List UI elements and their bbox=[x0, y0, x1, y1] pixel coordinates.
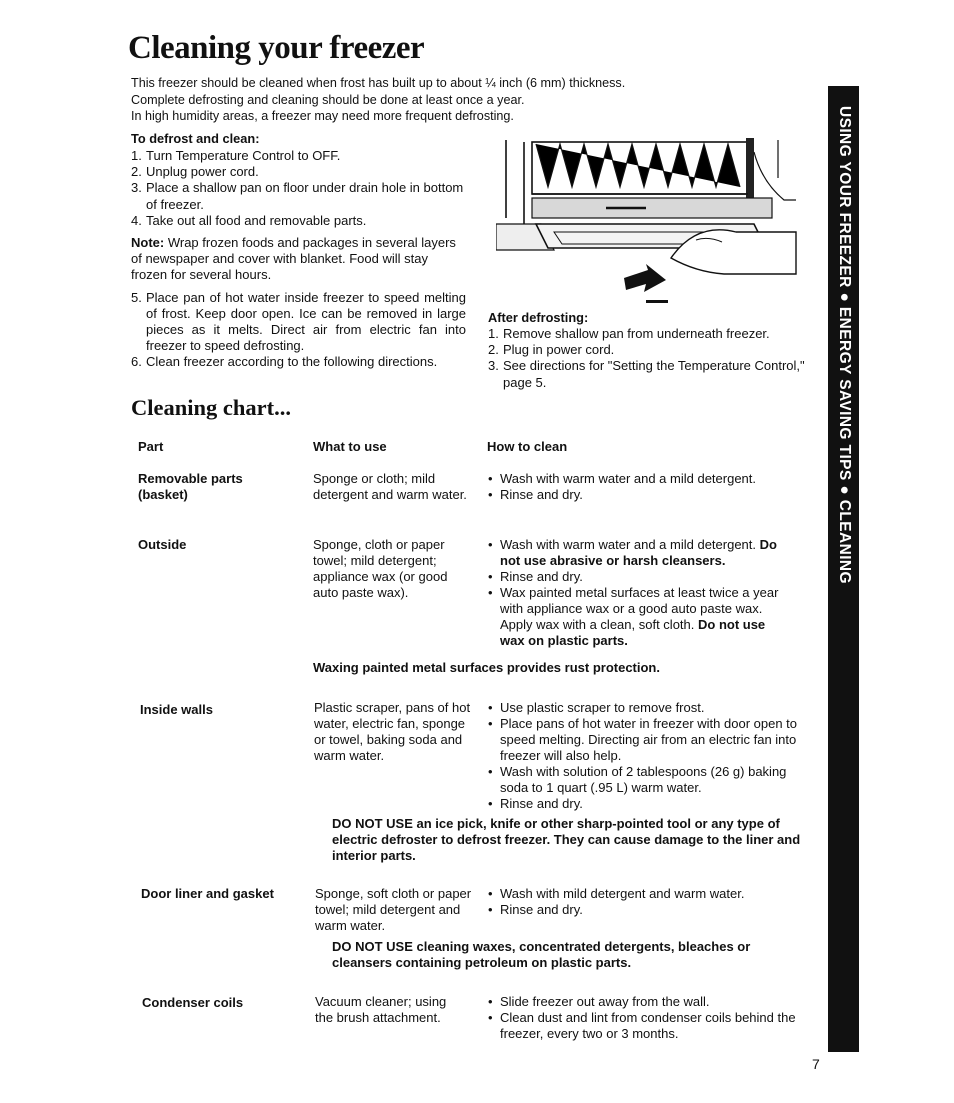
row-how bbox=[488, 994, 808, 1042]
row-how bbox=[488, 886, 808, 918]
after-section bbox=[488, 310, 828, 391]
step-number: 3. bbox=[488, 358, 499, 374]
after-step bbox=[488, 326, 828, 342]
step-number: 6. bbox=[131, 354, 142, 370]
row-what: Sponge, cloth or paper towel; mild detergent; appliance wax (or good auto paste wax). bbox=[313, 537, 448, 600]
row-what: Sponge, soft cloth or paper towel; mild detergent and warm water. bbox=[315, 886, 472, 933]
how-bold-text: Do not use wax on plastic parts. bbox=[500, 617, 766, 648]
row-what: Vacuum cleaner; using the brush attachment. bbox=[315, 994, 447, 1025]
row-part: Removable parts (basket) bbox=[138, 471, 243, 502]
how-bullet: • Wash with mild detergent and warm water. bbox=[488, 886, 808, 902]
step-number: 2. bbox=[488, 342, 499, 358]
step-number: 1. bbox=[488, 326, 499, 341]
defrost-step bbox=[131, 354, 476, 370]
how-bullet: • Rinse and dry. bbox=[488, 487, 808, 503]
defrost-illustration bbox=[496, 132, 806, 310]
step-text: Clean freezer according to the following directions. bbox=[146, 354, 438, 370]
how-bullet: • Rinse and dry. bbox=[488, 569, 788, 585]
how-bullet: • Wash with warm water and a mild detergent. bbox=[488, 471, 808, 487]
row-part: Condenser coils bbox=[142, 995, 244, 1010]
row-part: Inside walls bbox=[140, 702, 213, 717]
how-bold-text: Do not use abrasive or harsh cleansers. bbox=[500, 537, 777, 568]
how-bullet: • Clean dust and lint from condenser coils behind the freezer, every two or 3 months. bbox=[488, 1010, 808, 1042]
intro-paragraph bbox=[131, 75, 731, 125]
defrost-step bbox=[131, 164, 476, 180]
col-header-part: Part bbox=[138, 439, 164, 454]
step-text: Place a shallow pan on floor under drain hole in bottom of freezer. bbox=[146, 180, 464, 212]
defrost-step bbox=[131, 180, 476, 212]
how-bullet: • Place pans of hot water in freezer with door open to speed melting. Directing air from an electric fan into freezer will also help. bbox=[488, 716, 813, 764]
step-text: Plug in power cord. bbox=[503, 342, 615, 358]
row-how bbox=[488, 700, 813, 812]
page-title: Cleaning your freezer bbox=[128, 30, 425, 66]
intro-line: Complete defrosting and cleaning should be done at least once a year. bbox=[131, 92, 525, 107]
row-warning: DO NOT USE cleaning waxes, concentrated detergents, bleaches or cleansers containing petroleum on plastic parts. bbox=[332, 939, 751, 970]
row-part: Door liner and gasket bbox=[141, 886, 274, 901]
step-text: Place pan of hot water inside freezer to speed melting of frost. Keep door open. Ice can be removed in large pieces as it melts. Direct air from electric fan into freezer to speed defrosting. bbox=[146, 289, 466, 354]
defrost-step bbox=[131, 213, 476, 229]
row-how bbox=[488, 471, 808, 503]
how-bullet: • Wash with solution of 2 tablespoons (26 g) baking soda to 1 quart (.95 L) warm water. bbox=[488, 764, 813, 796]
defrost-step bbox=[131, 148, 476, 164]
step-text: Unplug power cord. bbox=[146, 164, 259, 180]
after-heading: After defrosting: bbox=[488, 310, 589, 325]
row-warning: Waxing painted metal surfaces provides rust protection. bbox=[313, 660, 660, 675]
row-how bbox=[488, 537, 788, 649]
how-bullet bbox=[488, 537, 788, 569]
note-label: Note: bbox=[131, 235, 165, 251]
defrost-step bbox=[131, 290, 476, 355]
row-what: Plastic scraper, pans of hot water, electric fan, sponge or towel, baking soda and warm water. bbox=[314, 700, 471, 763]
step-number: 4. bbox=[131, 212, 142, 228]
section-sidebar-tab bbox=[828, 86, 859, 1052]
how-text: Wax painted metal surfaces at least twice a year with appliance wax or a good auto paste wax. Apply wax with a clean, soft cloth. bbox=[500, 585, 779, 632]
step-number: 1. bbox=[131, 148, 142, 163]
after-step bbox=[488, 342, 828, 358]
step-number: 3. bbox=[131, 180, 142, 196]
row-what: Sponge or cloth; mild detergent and warm water. bbox=[313, 471, 467, 502]
how-bullet: • Use plastic scraper to remove frost. bbox=[488, 700, 813, 716]
step-number: 5. bbox=[131, 289, 142, 305]
defrost-section bbox=[131, 131, 476, 371]
defrost-heading: To defrost and clean: bbox=[131, 131, 260, 146]
how-bullet: • Slide freezer out away from the wall. bbox=[488, 994, 808, 1010]
sidebar-label: USING YOUR FREEZER ● ENERGY SAVING TIPS ● CLEANING bbox=[835, 106, 853, 584]
defrost-note bbox=[131, 235, 466, 284]
step-number: 2. bbox=[131, 164, 142, 180]
how-text: Wash with warm water and a mild detergent. bbox=[500, 537, 760, 552]
how-bullet: • Rinse and dry. bbox=[488, 902, 808, 918]
note-text: Wrap frozen foods and packages in several layers of newspaper and cover with blanket. Food will stay frozen for several hours. bbox=[131, 235, 456, 283]
how-bullet: • Rinse and dry. bbox=[488, 796, 813, 812]
how-bullet bbox=[488, 585, 788, 649]
step-text: Remove shallow pan from underneath freezer. bbox=[503, 326, 770, 341]
step-text: Take out all food and removable parts. bbox=[146, 212, 367, 228]
intro-line: This freezer should be cleaned when frost has built up to about ¼ inch (6 mm) thickness. bbox=[131, 76, 626, 90]
step-text: Turn Temperature Control to OFF. bbox=[146, 148, 341, 163]
after-step bbox=[488, 358, 828, 390]
col-header-how: How to clean bbox=[487, 439, 568, 454]
col-header-what: What to use bbox=[313, 439, 387, 454]
page-number: 7 bbox=[812, 1056, 820, 1072]
intro-line: In high humidity areas, a freezer may need more frequent defrosting. bbox=[131, 109, 514, 123]
step-text: See directions for "Setting the Temperature Control," page 5. bbox=[503, 358, 805, 390]
row-part: Outside bbox=[138, 537, 187, 552]
row-warning: DO NOT USE an ice pick, knife or other sharp-pointed tool or any type of electric defroster to defrost freezer. They can cause damage to the liner and interior parts. bbox=[332, 816, 801, 863]
chart-heading: Cleaning chart... bbox=[131, 395, 291, 420]
